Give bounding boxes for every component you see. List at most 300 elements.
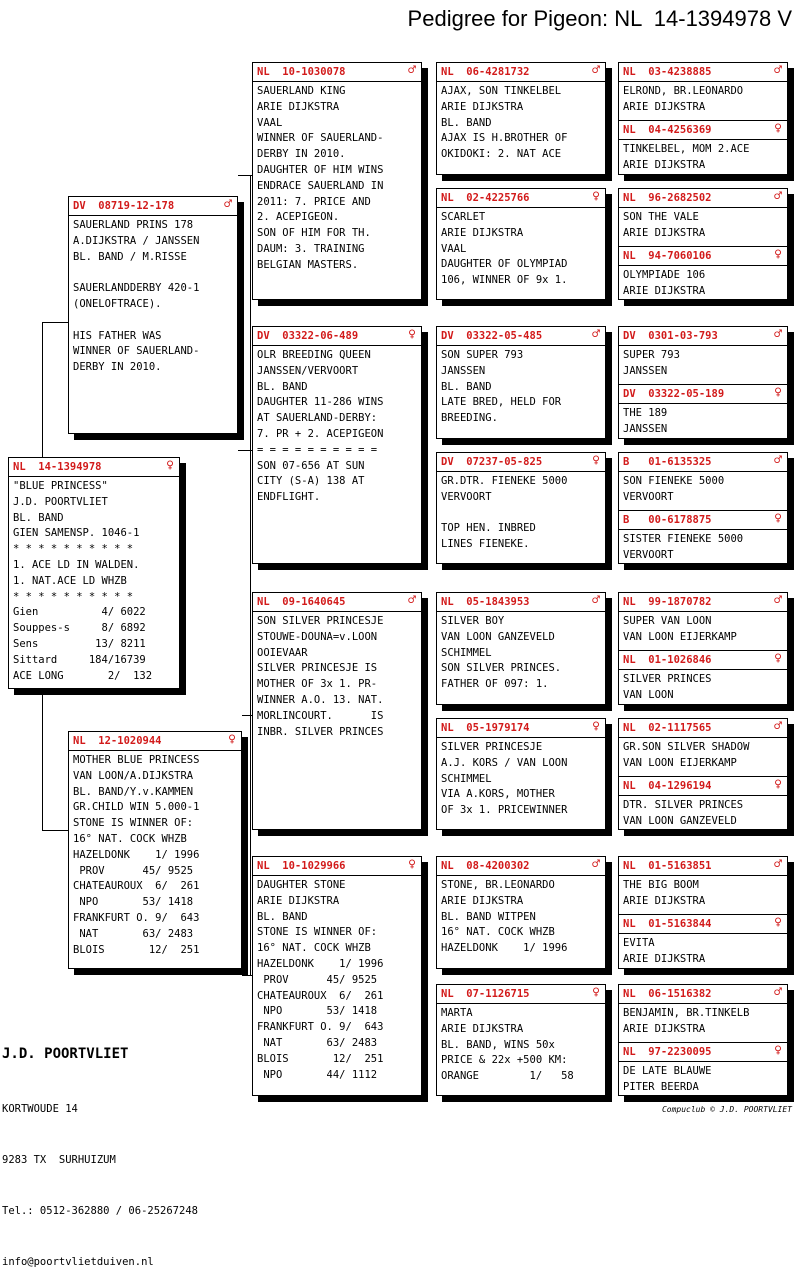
detail-line: BENJAMIN, BR.TINKELB [623, 1007, 750, 1019]
ring-text: NL 14-1394978 [13, 461, 102, 473]
male-icon: ♂ [592, 63, 600, 78]
detail-line: JANSSEN/VERVOORT [257, 364, 359, 377]
detail-line: PITER BEERDA [623, 1080, 699, 1093]
ring-number [619, 63, 787, 82]
detail-line: VERVOORT [441, 490, 492, 503]
detail-line: 2011: 7. PRICE AND [257, 195, 371, 208]
gen4-pair-6 [618, 718, 788, 830]
detail-line: 16° NAT. COCK WHZB [257, 942, 371, 955]
detail-line: ARIE DIJKSTRA [623, 894, 706, 907]
ring-number [619, 1042, 787, 1062]
gen4-pair-8 [618, 984, 788, 1096]
male-icon: ♂ [774, 453, 782, 468]
detail-line: BLOIS 12/ 251 [73, 943, 200, 956]
pigeon-details [437, 472, 605, 553]
detail-line: VIA A.KORS, MOTHER [441, 788, 555, 801]
detail-line: VAN LOON [623, 688, 674, 701]
pigeon-details [437, 208, 605, 289]
female-icon: ♀ [408, 327, 416, 342]
male-icon: ♂ [592, 857, 600, 872]
software-credit: Compuclub © J.D. POORTVLIET [661, 1105, 792, 1114]
gen3-card-4 [436, 452, 606, 564]
detail-line: EVITA [623, 937, 655, 949]
ring-number [437, 593, 605, 612]
postal-line: 9283 TX SURHUIZUM [2, 1154, 116, 1166]
detail-line: 2. ACEPIGEON. [257, 211, 340, 224]
ring-number [253, 327, 421, 346]
gen3-card-7 [436, 856, 606, 969]
detail-line: NAT 63/ 2483 [257, 1036, 378, 1049]
ring-number [619, 985, 787, 1004]
ring-text: NL 02-4225766 [441, 192, 530, 204]
detail-line: BLOIS 12/ 251 [257, 1052, 384, 1065]
detail-line: VAN LOON EIJERKAMP [623, 630, 737, 643]
detail-line: NPO 53/ 1418 [257, 1005, 378, 1018]
gen4-pair-4 [618, 452, 788, 564]
detail-line: BL. BAND [257, 380, 308, 393]
detail-line: ARIE DIJKSTRA [441, 1022, 524, 1035]
grandsire-maternal-card [252, 592, 422, 830]
ring-number [69, 197, 237, 216]
ring-text: NL 02-1117565 [623, 722, 712, 734]
pigeon-details [619, 612, 787, 650]
ring-text: NL 07-1126715 [441, 988, 530, 1000]
ring-number [619, 776, 787, 796]
detail-line: DE LATE BLAUWE [623, 1065, 712, 1077]
detail-line: BL. BAND, WINS 50x [441, 1038, 555, 1051]
male-icon: ♂ [774, 985, 782, 1000]
pigeon-details [437, 1004, 605, 1085]
detail-line: BL. BAND WITPEN [441, 910, 536, 923]
male-icon: ♂ [592, 593, 600, 608]
ring-text: NL 04-1296194 [623, 780, 712, 792]
pigeon-details [437, 738, 605, 819]
female-icon: ♀ [592, 985, 600, 1000]
detail-line: VERVOORT [623, 548, 674, 561]
ring-text: NL 10-1029966 [257, 860, 346, 872]
detail-line: JANSSEN [623, 364, 668, 377]
detail-line: FATHER OF 097: 1. [441, 678, 549, 691]
detail-line: SON SUPER 793 [441, 349, 524, 361]
pigeon-details [619, 82, 787, 120]
detail-line: VAN LOON/A.DIJKSTRA [73, 769, 194, 782]
detail-line: GIEN SAMENSP. 1046-1 [13, 527, 140, 540]
ring-number [437, 453, 605, 472]
ring-number [619, 327, 787, 346]
ring-text: DV 03322-05-189 [623, 388, 725, 400]
ring-text: NL 01-5163851 [623, 860, 712, 872]
detail-line: BL. BAND [441, 116, 492, 129]
pigeon-details [619, 1004, 787, 1042]
male-icon: ♂ [774, 719, 782, 734]
detail-line: SILVER PRINCESJE IS [257, 662, 378, 675]
male-icon: ♂ [774, 63, 782, 78]
gen4-pair-1 [618, 62, 788, 175]
detail-line: PRICE & 22x +500 KM: [441, 1054, 568, 1067]
detail-line: MOTHER BLUE PRINCESS [73, 754, 200, 766]
detail-line: BREEDING. [441, 412, 498, 425]
male-icon: ♂ [774, 327, 782, 342]
detail-line: SCHIMMEL [441, 772, 492, 785]
connector-sire-vertical [250, 175, 251, 715]
female-icon: ♀ [592, 189, 600, 204]
detail-line: "BLUE PRINCESS" [13, 480, 108, 492]
ring-text: NL 06-1516382 [623, 988, 712, 1000]
detail-line: ARIE DIJKSTRA [441, 894, 524, 907]
female-icon: ♀ [228, 732, 236, 747]
detail-line: STONE, BR.LEONARDO [441, 879, 555, 891]
detail-line: ACE LONG 2/ 132 [13, 669, 153, 682]
gen4-pair-3 [618, 326, 788, 439]
female-icon: ♀ [592, 719, 600, 734]
detail-line: SON FIENEKE 5000 [623, 475, 725, 487]
ring-text: NL 97-2230095 [623, 1046, 712, 1058]
detail-line: THE BIG BOOM [623, 879, 699, 891]
pigeon-details [619, 876, 787, 914]
pigeon-details [253, 876, 421, 1083]
detail-line: SON THE VALE [623, 211, 699, 223]
pigeon-details [619, 738, 787, 776]
ring-number [619, 914, 787, 934]
detail-line: HAZELDONK 1/ 1996 [73, 848, 200, 861]
connector-main-dam [42, 830, 68, 831]
detail-line: OLYMPIADE 106 [623, 269, 706, 281]
detail-line: SAUERLAND KING [257, 85, 346, 97]
detail-line [73, 313, 237, 329]
female-icon: ♀ [774, 777, 782, 792]
detail-line: J.D. POORTVLIET [13, 495, 108, 508]
granddam-maternal-card [252, 856, 422, 1096]
detail-line: JANSSEN [623, 422, 668, 435]
ring-text: NL 05-1979174 [441, 722, 530, 734]
detail-line: Sittard 184/16739 [13, 653, 146, 666]
detail-line [441, 506, 605, 522]
detail-line: FRANKFURT O. 9/ 643 [73, 911, 200, 924]
detail-line: PROV 45/ 9525 [73, 864, 194, 877]
female-icon: ♀ [774, 1043, 782, 1058]
pigeon-details [253, 82, 421, 274]
detail-line: VAN LOON GANZEVELD [623, 814, 737, 827]
pigeon-details [69, 216, 237, 376]
gen3-card-6 [436, 718, 606, 830]
detail-line: STONE IS WINNER OF: [73, 817, 194, 830]
male-icon: ♂ [224, 197, 232, 212]
ring-number [619, 719, 787, 738]
detail-line: DTR. SILVER PRINCES [623, 799, 744, 811]
detail-line: ARIE DIJKSTRA [257, 894, 340, 907]
detail-line: A.DIJKSTRA / JANSSEN [73, 234, 200, 247]
detail-line: THE 189 [623, 407, 668, 419]
gen4-pair-5 [618, 592, 788, 705]
email-link[interactable]: info@poortvlietduiven.nl [2, 1256, 154, 1268]
detail-line: CITY (S-A) 138 AT [257, 475, 365, 488]
detail-line: SUPER VAN LOON [623, 615, 712, 627]
male-icon: ♂ [592, 327, 600, 342]
male-icon: ♂ [408, 63, 416, 78]
ring-number [9, 458, 179, 477]
pigeon-details [437, 612, 605, 693]
pigeon-details [619, 530, 787, 564]
detail-line: SAUERLANDDERBY 420-1 [73, 282, 200, 295]
grandsire-paternal-card [252, 62, 422, 300]
detail-line: WINNER A.O. 13. NAT. [257, 693, 384, 706]
detail-line: = = = = = = = = = = [257, 443, 378, 456]
pigeon-details [619, 670, 787, 704]
detail-line: INBR. SILVER PRINCES [257, 725, 384, 738]
detail-line: ORANGE 1/ 58 [441, 1070, 574, 1083]
detail-line: DAUGHTER STONE [257, 879, 346, 891]
ring-text: DV 08719-12-178 [73, 200, 175, 212]
ring-text: NL 09-1640645 [257, 596, 346, 608]
ring-number [619, 189, 787, 208]
male-icon: ♂ [774, 189, 782, 204]
detail-line: DAUGHTER OF HIM WINS [257, 163, 384, 176]
detail-line [73, 265, 237, 281]
pigeon-details [619, 796, 787, 830]
detail-line: MARTA [441, 1007, 473, 1019]
detail-line: SCHIMMEL [441, 646, 492, 659]
phone-line: Tel.: 0512-362880 / 06-25267248 [2, 1205, 198, 1217]
male-icon: ♂ [774, 593, 782, 608]
detail-line: AJAX IS H.BROTHER OF [441, 132, 568, 145]
detail-line: Souppes-s 8/ 6892 [13, 622, 146, 635]
detail-line: BL. BAND / M.RISSE [73, 250, 187, 263]
detail-line: ENDRACE SAUERLAND IN [257, 179, 384, 192]
detail-line: LATE BRED, HELD FOR [441, 396, 562, 409]
detail-line: * * * * * * * * * * [13, 543, 134, 556]
detail-line: NAT 63/ 2483 [73, 927, 194, 940]
sire-card [68, 196, 238, 434]
detail-line: ARIE DIJKSTRA [623, 952, 706, 965]
detail-line: FRANKFURT O. 9/ 643 [257, 1021, 384, 1034]
ring-text: NL 12-1020944 [73, 735, 162, 747]
detail-line: ARIE DIJKSTRA [441, 226, 524, 239]
pigeon-details [619, 404, 787, 438]
detail-line: STONE IS WINNER OF: [257, 926, 378, 939]
ring-text: NL 05-1843953 [441, 596, 530, 608]
detail-line: OLR BREEDING QUEEN [257, 349, 371, 361]
ring-number [437, 63, 605, 82]
detail-line: OKIDOKI: 2. NAT ACE [441, 148, 562, 161]
detail-line: GR.CHILD WIN 5.000-1 [73, 801, 200, 814]
male-icon: ♂ [774, 857, 782, 872]
ring-number [619, 120, 787, 140]
gen3-card-1 [436, 62, 606, 175]
detail-line: VERVOORT [623, 490, 674, 503]
detail-line: SON OF HIM FOR TH. [257, 227, 371, 240]
main-pigeon-card [8, 457, 180, 689]
ring-text: NL 06-4281732 [441, 66, 530, 78]
connector-main-sire [42, 322, 68, 323]
ring-text: B 00-6178875 [623, 514, 712, 526]
ring-text: NL 03-4238885 [623, 66, 712, 78]
pigeon-details [619, 140, 787, 174]
detail-line: SILVER BOY [441, 615, 505, 627]
detail-line: 7. PR + 2. ACEPIGEON [257, 427, 384, 440]
female-icon: ♀ [774, 915, 782, 930]
detail-line: GR.DTR. FIENEKE 5000 [441, 475, 568, 487]
ring-number [437, 857, 605, 876]
detail-line: CHATEAUROUX 6/ 261 [73, 880, 200, 893]
detail-line: * * * * * * * * * * [13, 590, 134, 603]
ring-number [69, 732, 241, 751]
detail-line: MOTHER OF 3x 1. PR- [257, 678, 378, 691]
ring-text: NL 96-2682502 [623, 192, 712, 204]
pigeon-details [69, 751, 241, 958]
detail-line: HAZELDONK 1/ 1996 [441, 942, 568, 955]
detail-line: NPO 53/ 1418 [73, 896, 194, 909]
pigeon-details [619, 346, 787, 384]
ring-number [253, 63, 421, 82]
ring-number [437, 189, 605, 208]
detail-line: SCARLET [441, 211, 486, 223]
detail-line: TINKELBEL, MOM 2.ACE [623, 143, 750, 155]
detail-line: 106, WINNER OF 9x 1. [441, 274, 568, 287]
address-line: KORTWOUDE 14 [2, 1103, 78, 1115]
detail-line: LINES FIENEKE. [441, 538, 530, 551]
page-title: Pedigree for Pigeon: NL 14-1394978 V [407, 6, 792, 31]
ring-number [437, 719, 605, 738]
ring-text: NL 01-5163844 [623, 918, 712, 930]
detail-line: BL. BAND/Y.v.KAMMEN [73, 785, 194, 798]
detail-line: BL. BAND [257, 910, 308, 923]
detail-line: (ONELOFTRACE). [73, 297, 162, 310]
gen3-card-2 [436, 188, 606, 300]
ring-text: NL 99-1870782 [623, 596, 712, 608]
detail-line: ENDFLIGHT. [257, 491, 321, 504]
gen4-pair-2 [618, 188, 788, 300]
detail-line: MORLINCOURT. IS [257, 709, 384, 722]
dam-card [68, 731, 242, 969]
female-icon: ♀ [166, 458, 174, 473]
ring-text: DV 03322-05-485 [441, 330, 543, 342]
pigeon-details [253, 346, 421, 506]
female-icon: ♀ [774, 511, 782, 526]
ring-number [619, 453, 787, 472]
pigeon-details [619, 208, 787, 246]
detail-line: 1. NAT.ACE LD WHZB [13, 574, 127, 587]
pigeon-details [437, 876, 605, 957]
detail-line: SON SILVER PRINCES. [441, 662, 562, 675]
pigeon-details [437, 82, 605, 163]
pigeon-details [437, 346, 605, 427]
pigeon-details [9, 477, 179, 684]
detail-line: BL. BAND [13, 511, 64, 524]
female-icon: ♀ [774, 121, 782, 136]
female-icon: ♀ [592, 453, 600, 468]
connector-sire-ss [238, 175, 252, 176]
detail-line: DAUGHTER OF OLYMPIAD [441, 258, 568, 271]
detail-line: ARIE DIJKSTRA [623, 100, 706, 113]
detail-line: BELGIAN MASTERS. [257, 258, 359, 271]
detail-line: ARIE DIJKSTRA [257, 100, 340, 113]
detail-line: ELROND, BR.LEONARDO [623, 85, 744, 97]
detail-line: SUPER 793 [623, 349, 680, 361]
ring-text: DV 07237-05-825 [441, 456, 543, 468]
ring-number [619, 857, 787, 876]
ring-number [619, 510, 787, 530]
detail-line: ARIE DIJKSTRA [441, 100, 524, 113]
ring-number [619, 650, 787, 670]
ring-number [437, 327, 605, 346]
detail-line: OF 3x 1. PRICEWINNER [441, 804, 568, 817]
pigeon-details [619, 472, 787, 510]
breeder-contact [2, 1012, 198, 1288]
ring-number [253, 857, 421, 876]
granddam-paternal-card [252, 326, 422, 564]
detail-line: TOP HEN. INBRED [441, 522, 536, 535]
ring-number [437, 985, 605, 1004]
connector-dam-dd [250, 715, 251, 975]
detail-line: VAN LOON GANZEVELD [441, 630, 555, 643]
detail-line: Gien 4/ 6022 [13, 606, 146, 619]
detail-line: A.J. KORS / VAN LOON [441, 756, 568, 769]
detail-line: VAAL [257, 116, 283, 129]
detail-line: ARIE DIJKSTRA [623, 226, 706, 239]
ring-number [619, 246, 787, 266]
detail-line: ARIE DIJKSTRA [623, 1022, 706, 1035]
detail-line: 16° NAT. COCK WHZB [73, 832, 187, 845]
detail-line: DAUGHTER 11-286 WINS [257, 396, 384, 409]
detail-line: WINNER OF SAUERLAND- [73, 345, 200, 358]
detail-line: DERBY IN 2010. [73, 361, 162, 374]
detail-line: WINNER OF SAUERLAND- [257, 132, 384, 145]
female-icon: ♀ [774, 385, 782, 400]
gen3-card-5 [436, 592, 606, 705]
detail-line: HAZELDONK 1/ 1996 [257, 957, 384, 970]
detail-line: HIS FATHER WAS [73, 329, 162, 342]
breeder-name: J.D. POORTVLIET [2, 1046, 129, 1062]
gen3-card-8 [436, 984, 606, 1096]
ring-text: NL 10-1030078 [257, 66, 346, 78]
ring-text: B 01-6135325 [623, 456, 712, 468]
detail-line: STOUWE-DOUNA=v.LOON [257, 630, 378, 643]
detail-line: 16° NAT. COCK WHZB [441, 926, 555, 939]
detail-line: AJAX, SON TINKELBEL [441, 85, 562, 97]
pigeon-details [253, 612, 421, 740]
pigeon-details [619, 266, 787, 300]
detail-line: DERBY IN 2010. [257, 148, 346, 161]
detail-line: SILVER PRINCESJE [441, 741, 543, 753]
gen3-card-3 [436, 326, 606, 439]
detail-line: ARIE DIJKSTRA [623, 284, 706, 297]
detail-line: SILVER PRINCES [623, 673, 712, 685]
connector-sire-sd [238, 450, 252, 451]
detail-line: GR.SON SILVER SHADOW [623, 741, 750, 753]
detail-line: 1. ACE LD IN WALDEN. [13, 558, 140, 571]
detail-line: Sens 13/ 8211 [13, 637, 146, 650]
detail-line: SISTER FIENEKE 5000 [623, 533, 744, 545]
ring-text: NL 94-7060106 [623, 250, 712, 262]
detail-line: JANSSEN [441, 364, 486, 377]
female-icon: ♀ [408, 857, 416, 872]
pigeon-details [619, 1062, 787, 1096]
ring-text: DV 0301-03-793 [623, 330, 718, 342]
detail-line: VAAL [441, 242, 467, 255]
detail-line: VAN LOON EIJERKAMP [623, 756, 737, 769]
gen4-pair-7 [618, 856, 788, 969]
detail-line: SON 07-656 AT SUN [257, 459, 365, 472]
detail-line: PROV 45/ 9525 [257, 973, 378, 986]
detail-line: NPO 44/ 1112 [257, 1068, 378, 1081]
female-icon: ♀ [774, 651, 782, 666]
connector-dam-dd-h [242, 975, 252, 976]
ring-text: NL 04-4256369 [623, 124, 712, 136]
detail-line: SON SILVER PRINCESJE [257, 615, 384, 627]
ring-text: NL 01-1026846 [623, 654, 712, 666]
detail-line: BL. BAND [441, 380, 492, 393]
ring-text: DV 03322-06-489 [257, 330, 359, 342]
